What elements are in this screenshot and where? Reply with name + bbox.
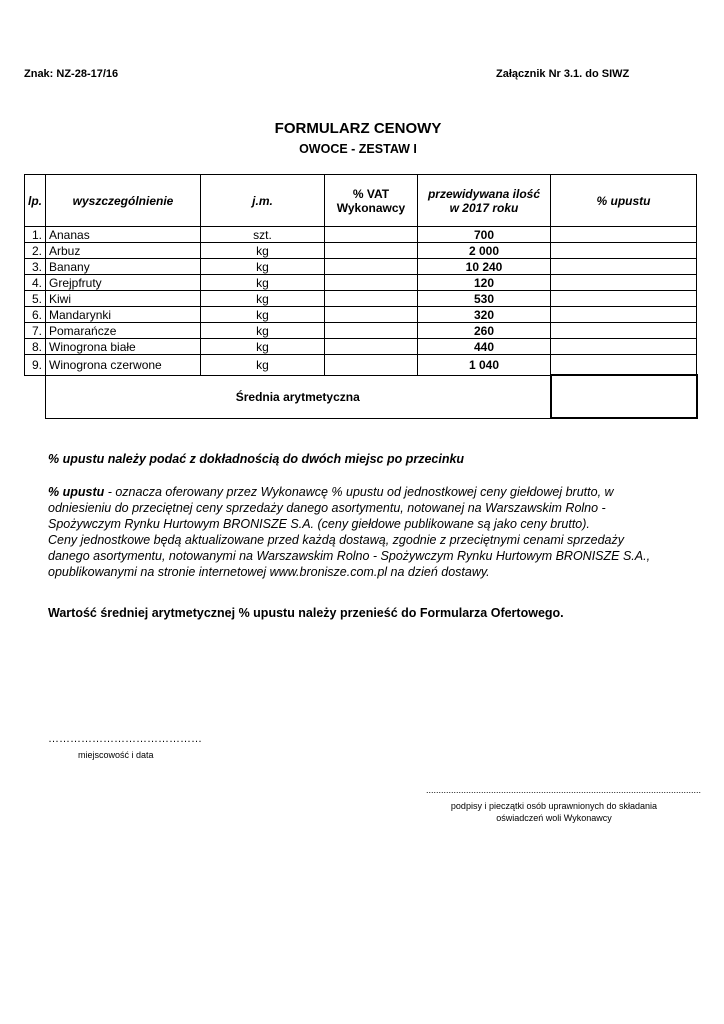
header-discount: % upustu bbox=[551, 175, 697, 227]
precision-note: % upustu należy podać z dokładnością do dwóch miejsc po przecinku bbox=[48, 452, 465, 466]
row-vat-cell[interactable] bbox=[325, 339, 418, 355]
row-vat-cell[interactable] bbox=[325, 227, 418, 243]
table-header-row bbox=[25, 175, 697, 227]
row-quantity: 320 bbox=[418, 307, 551, 323]
place-date-dots: …………………………………… bbox=[48, 733, 202, 745]
table-row bbox=[25, 243, 697, 259]
row-discount-cell[interactable] bbox=[551, 307, 697, 323]
row-discount-cell[interactable] bbox=[551, 291, 697, 307]
definition-line: Spożywczym Rynku Hurtowym BRONISZE S.A. (ceny giełdowe publikowane są jako ceny brutto). bbox=[48, 517, 590, 531]
row-lp: 5. bbox=[25, 291, 46, 307]
row-discount-cell[interactable] bbox=[551, 323, 697, 339]
page-title: FORMULARZ CENOWY bbox=[274, 120, 442, 137]
definition-line: opublikowanymi na stronie internetowej www.bronisze.com.pl na dzień dostawy. bbox=[48, 565, 490, 579]
table-row bbox=[25, 227, 697, 243]
definition-paragraph bbox=[48, 484, 650, 580]
table-row bbox=[25, 339, 697, 355]
row-item-name: Winogrona białe bbox=[46, 339, 201, 355]
definition-line: % upustu - oznacza oferowany przez Wykonawcę % upustu od jednostkowej ceny giełdowej brutto, w bbox=[48, 485, 614, 499]
signature-dots: .............................................................................................................. bbox=[426, 785, 702, 795]
row-unit: kg bbox=[201, 291, 325, 307]
row-item-name: Banany bbox=[46, 259, 201, 275]
table-row bbox=[25, 355, 697, 376]
row-lp: 6. bbox=[25, 307, 46, 323]
row-vat-cell[interactable] bbox=[325, 275, 418, 291]
table-row bbox=[25, 291, 697, 307]
row-quantity: 440 bbox=[418, 339, 551, 355]
row-unit: kg bbox=[201, 275, 325, 291]
row-discount-cell[interactable] bbox=[551, 355, 697, 376]
table-row bbox=[25, 275, 697, 291]
average-label: Średnia arytmetyczna bbox=[46, 375, 551, 418]
row-vat-cell[interactable] bbox=[325, 243, 418, 259]
row-lp: 8. bbox=[25, 339, 46, 355]
place-date-label: miejscowość i data bbox=[78, 750, 154, 760]
row-discount-cell[interactable] bbox=[551, 275, 697, 291]
table-row bbox=[25, 259, 697, 275]
row-item-name: Arbuz bbox=[46, 243, 201, 259]
row-quantity: 120 bbox=[418, 275, 551, 291]
row-vat-cell[interactable] bbox=[325, 307, 418, 323]
row-item-name: Pomarańcze bbox=[46, 323, 201, 339]
table-row bbox=[25, 323, 697, 339]
row-lp: 1. bbox=[25, 227, 46, 243]
signature-label: podpisy i pieczątki osób uprawnionych do składania oświadczeń woli Wykonawcy bbox=[450, 801, 658, 823]
price-table bbox=[24, 174, 698, 419]
definition-line: odniesieniu do przeciętnej ceny sprzedaży danego asortymentu, notowanej na Warszawskim Rolno - bbox=[48, 501, 606, 515]
header-quantity-line1: przewidywana ilość bbox=[427, 186, 541, 201]
attachment-label: Załącznik Nr 3.1. do SIWZ bbox=[496, 68, 630, 80]
row-vat-cell[interactable] bbox=[325, 355, 418, 376]
header-lp: lp. bbox=[25, 175, 46, 227]
row-unit: kg bbox=[201, 355, 325, 376]
page-subtitle: OWOCE - ZESTAW I bbox=[299, 142, 417, 156]
row-unit: kg bbox=[201, 243, 325, 259]
row-unit: szt. bbox=[201, 227, 325, 243]
row-quantity: 700 bbox=[418, 227, 551, 243]
row-unit: kg bbox=[201, 307, 325, 323]
document-sign: Znak: NZ-28-17/16 bbox=[24, 68, 119, 80]
row-vat-cell[interactable] bbox=[325, 291, 418, 307]
row-lp: 2. bbox=[25, 243, 46, 259]
row-lp: 9. bbox=[25, 355, 46, 376]
row-item-name: Ananas bbox=[46, 227, 201, 243]
row-discount-cell[interactable] bbox=[551, 243, 697, 259]
row-quantity: 530 bbox=[418, 291, 551, 307]
definition-line: danego asortymentu, notowanymi na Warszawskim Rolno - Spożywczym Rynku Hurtowym BRONISZE S.A., bbox=[48, 549, 651, 563]
row-quantity: 10 240 bbox=[418, 259, 551, 275]
row-vat-cell[interactable] bbox=[325, 323, 418, 339]
header-unit: j.m. bbox=[201, 175, 325, 227]
row-item-name: Mandarynki bbox=[46, 307, 201, 323]
row-quantity: 1 040 bbox=[418, 355, 551, 376]
transfer-note: Wartość średniej arytmetycznej % upustu należy przenieść do Formularza Ofertowego. bbox=[48, 606, 564, 620]
row-item-name: Winogrona czerwone bbox=[46, 355, 201, 376]
header-vat-line1: % VAT bbox=[352, 186, 390, 201]
row-quantity: 260 bbox=[418, 323, 551, 339]
header-vat-line2: Wykonawcy bbox=[336, 200, 406, 215]
row-lp: 7. bbox=[25, 323, 46, 339]
header-quantity-line2: w 2017 roku bbox=[449, 200, 519, 215]
definition-line: Ceny jednostkowe będą aktualizowane przed każdą dostawą, zgodnie z przeciętnymi cenami sprzedaży bbox=[48, 533, 625, 547]
row-item-name: Kiwi bbox=[46, 291, 201, 307]
row-unit: kg bbox=[201, 323, 325, 339]
row-lp: 4. bbox=[25, 275, 46, 291]
row-unit: kg bbox=[201, 339, 325, 355]
row-item-name: Grejpfruty bbox=[46, 275, 201, 291]
row-lp: 3. bbox=[25, 259, 46, 275]
header-vat bbox=[325, 175, 418, 227]
row-discount-cell[interactable] bbox=[551, 339, 697, 355]
row-quantity: 2 000 bbox=[418, 243, 551, 259]
header-quantity bbox=[418, 175, 551, 227]
row-vat-cell[interactable] bbox=[325, 259, 418, 275]
average-row bbox=[25, 375, 697, 418]
table-row bbox=[25, 307, 697, 323]
row-discount-cell[interactable] bbox=[551, 259, 697, 275]
definition-term: % upustu bbox=[48, 485, 105, 499]
header-item: wyszczególnienie bbox=[46, 175, 201, 227]
average-discount-cell[interactable] bbox=[551, 375, 697, 418]
row-unit: kg bbox=[201, 259, 325, 275]
row-discount-cell[interactable] bbox=[551, 227, 697, 243]
